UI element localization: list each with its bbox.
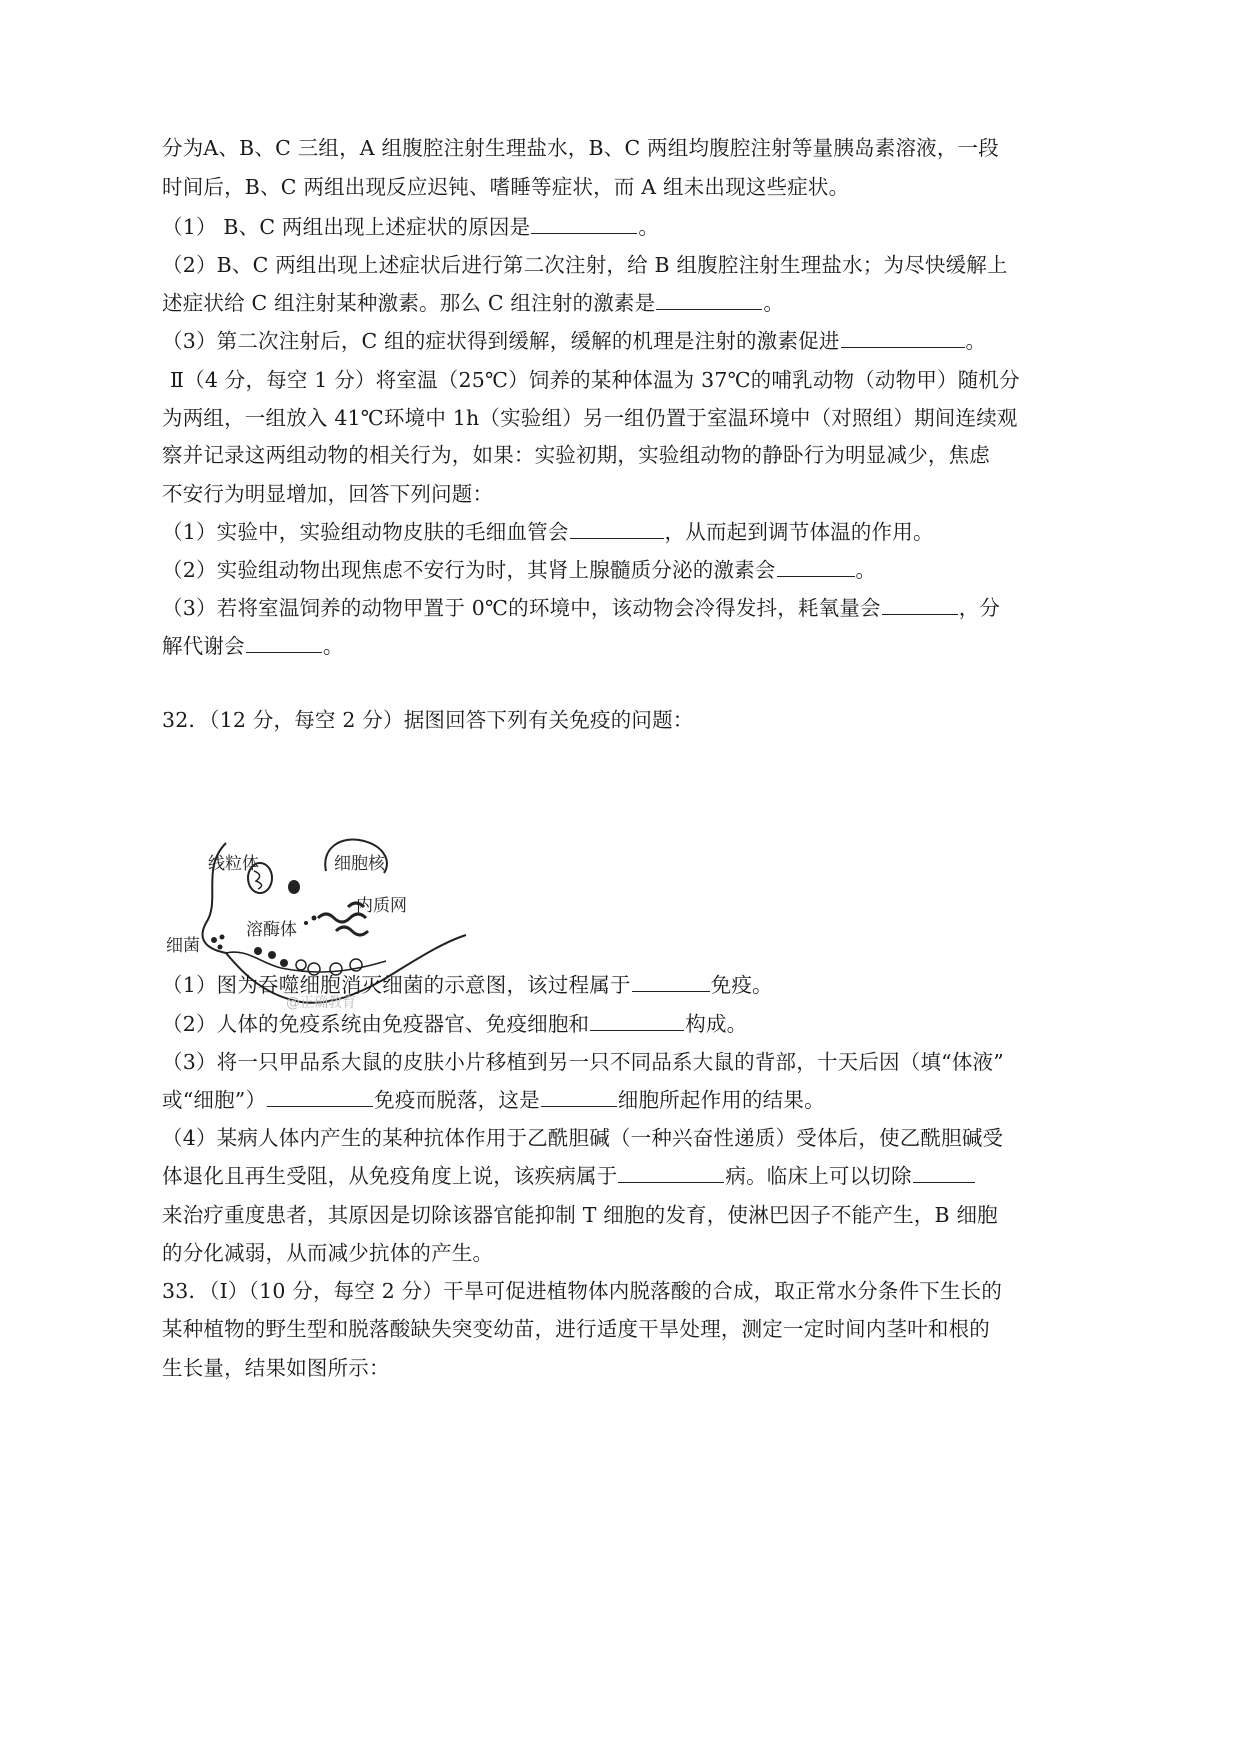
question-32-4-line-2 [162,1161,1062,1191]
question-31-2-line-2 [162,288,1062,318]
question-33-line-2: 某种植物的野生型和脱落酸缺失突变幼苗，进行适度干旱处理，测定一定时间内茎叶和根的 [162,1317,990,1341]
part-2-question-3-mid: ，分 [958,596,1001,620]
question-31-2-line-1: （2）B、C 两组出现上述症状后进行第二次注射，给 B 组腹腔注射生理盐水；为尽快缓解上 [162,253,1008,277]
question-32-2-text: （2）人体的免疫系统由免疫器官、免疫细胞和 [162,1012,590,1036]
part-2-question-2 [162,555,1062,585]
question-32-4-line-1: （4）某病人体内产生的某种抗体作用于乙酰胆碱（一种兴奋性递质）受体后，使乙酰胆碱受 [162,1126,1004,1150]
answer-blank[interactable] [267,1086,373,1107]
question-33-line-1: 33．（Ⅰ）（10 分，每空 2 分）干旱可促进植物体内脱落酸的合成，取正常水分条件下生长的 [162,1279,1003,1303]
question-32-4-b: 病。临床上可以切除 [725,1164,912,1188]
question-32-1-text: （1）图为吞噬细胞消灭细菌的示意图，该过程属于 [162,973,631,997]
question-33-line-3: 生长量，结果如图所示： [162,1356,390,1380]
part-2-line-4: 不安行为明显增加，回答下列问题： [162,482,494,506]
question-32-3-line-2 [162,1085,1062,1115]
answer-blank[interactable] [541,1086,617,1107]
question-31-1 [162,212,1062,242]
answer-blank[interactable] [531,213,637,234]
part-2-question-3-line-2-text: 解代谢会 [162,634,245,658]
question-31-3 [162,326,1062,356]
part-2-question-3-line-1 [162,593,1062,623]
question-32-3-line-1: （3）将一只甲品系大鼠的皮肤小片移植到另一只不同品系大鼠的背部，十天后因（填“体液” [162,1050,1004,1074]
question-32-4-a: 体退化且再生受阻，从免疫角度上说，该疾病属于 [162,1164,618,1188]
label-nucleus: 细胞核 [334,854,385,874]
answer-blank[interactable] [570,518,664,539]
answer-blank[interactable] [913,1162,975,1183]
question-32-4-line-4: 的分化减弱，从而减少抗体的产生。 [162,1241,494,1265]
question-32-heading: 32．（12 分，每空 2 分）据图回答下列有关免疫的问题： [162,708,694,732]
question-32-2 [162,1009,1062,1039]
part-2-line-1: Ⅱ（4 分，每空 1 分）将室温（25℃）饲养的某种体温为 37℃的哺乳动物（动物甲）随机分 [170,368,1020,392]
question-31-1-end: 。 [638,215,660,239]
answer-blank[interactable] [656,289,762,310]
part-2-question-2-text: （2）实验组动物出现焦虑不安行为时，其肾上腺髓质分泌的激素会 [162,558,776,582]
part-2-line-2: 为两组，一组放入 41℃环境中 1h（实验组）另一组仍置于室温环境中（对照组）期间连续观 [162,406,1018,430]
intro-line-2: 时间后，B、C 两组出现反应迟钝、嗜睡等症状，而 A 组未出现这些症状。 [162,175,850,199]
question-32-3-c: 细胞所起作用的结果。 [617,1088,825,1112]
intro-line-1: 分为A、B、C 三组，A 组腹腔注射生理盐水，B、C 两组均腹腔注射等量胰岛素溶液，一段 [162,136,999,160]
answer-blank[interactable] [590,1010,684,1031]
part-2-question-3-line-2 [162,631,1062,661]
question-32-4-line-3: 来治疗重度患者，其原因是切除该器官能抑制 T 细胞的发育，使淋巴因子不能产生，B 细胞 [162,1203,998,1227]
part-2-question-1 [162,517,1062,547]
question-32-3-b: 免疫而脱落，这是 [374,1088,540,1112]
answer-blank[interactable] [246,632,322,653]
part-2-question-1-text: （1）实验中，实验组动物皮肤的毛细血管会 [162,520,569,544]
answer-blank[interactable] [841,327,965,348]
bacteria-dots [211,935,225,950]
label-mitochondrion: 线粒体 [208,854,259,874]
answer-blank[interactable] [618,1162,724,1183]
answer-blank[interactable] [882,594,958,615]
label-er: 内质网 [356,896,407,916]
part-2-question-3-text: （3）若将室温饲养的动物甲置于 0℃的环境中，该动物会冷得发抖，耗氧量会 [162,596,881,620]
label-lysosome: 溶酶体 [246,920,297,940]
part-2-question-1-end: ，从而起到调节体温的作用。 [664,520,934,544]
question-32-2-end: 构成。 [685,1012,748,1036]
question-31-3-text: （3）第二次注射后，C 组的症状得到缓解，缓解的机理是注射的激素促进 [162,329,840,353]
label-bacteria: 细菌 [166,936,200,956]
part-2-line-3: 察并记录这两组动物的相关行为，如果：实验初期，实验组动物的静卧行为明显减少，焦虑 [162,443,990,467]
question-32-1 [162,970,1062,1000]
answer-blank[interactable] [777,556,855,577]
question-31-1-text: （1） B、C 两组出现上述症状的原因是 [162,215,531,239]
question-32-1-end: 免疫。 [710,973,773,997]
answer-blank[interactable] [632,971,710,992]
question-31-2-text: 述症状给 C 组注射某种激素。那么 C 组注射的激素是 [162,291,656,315]
watermark: @正确教育 [286,995,356,1011]
question-31-2-end: 。 [763,291,785,315]
organelle-dot [288,880,300,894]
question-31-3-end: 。 [965,329,987,353]
question-32-3-a: 或“细胞”） [162,1088,267,1112]
part-2-question-3-end: 。 [322,634,344,658]
part-2-question-2-end: 。 [855,558,877,582]
